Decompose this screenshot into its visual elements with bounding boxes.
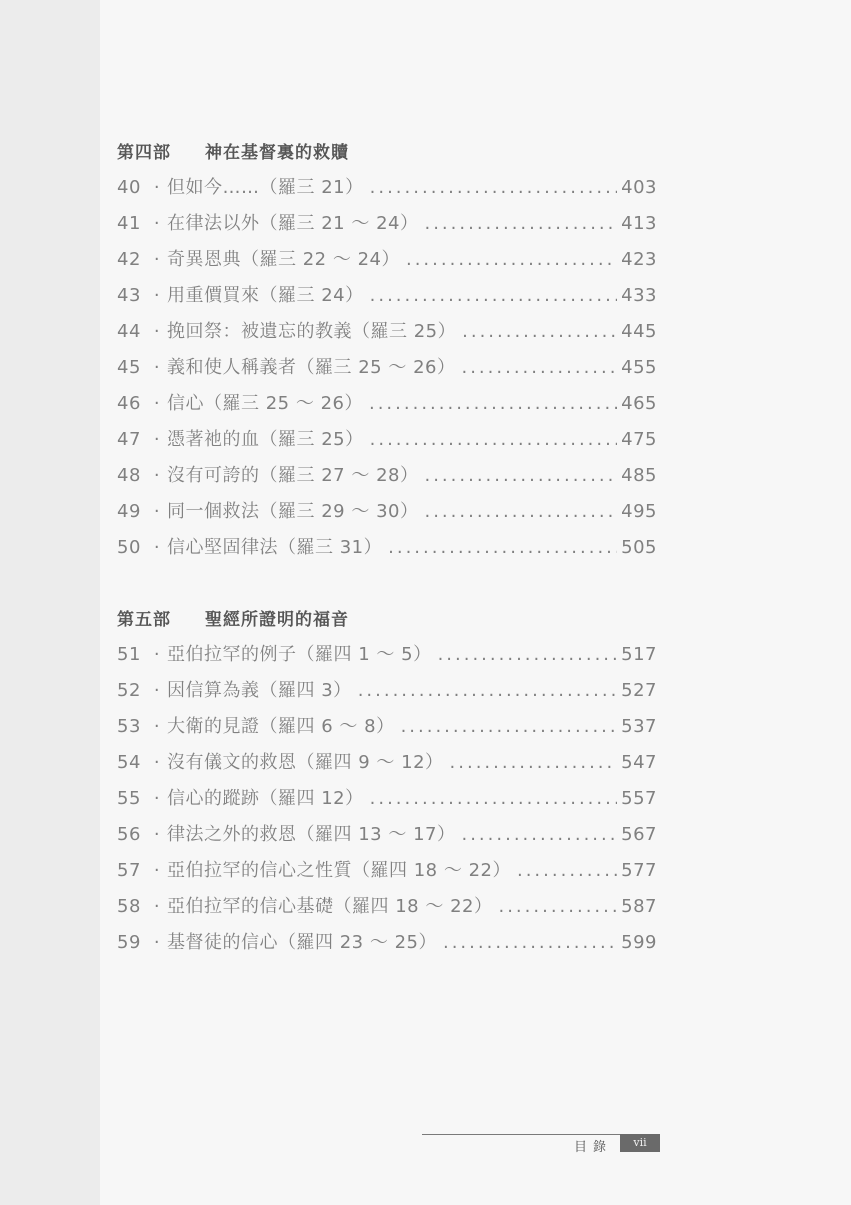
toc-entry — [117, 856, 657, 892]
part-title: 聖經所證明的福音 — [205, 609, 349, 630]
page-number: 413 — [621, 213, 657, 234]
page-number: 567 — [621, 824, 657, 845]
chapter-number: 50 — [117, 537, 141, 558]
separator-dot: · — [153, 752, 161, 773]
chapter-number: 48 — [117, 465, 141, 486]
chapter-title: 因信算為義（羅四 3） — [167, 680, 352, 701]
dot-leader — [517, 860, 617, 881]
chapter-title: 亞伯拉罕的信心之性質（羅四 18 ～ 22） — [167, 860, 511, 881]
separator-dot: · — [153, 429, 161, 450]
dot-leader — [370, 429, 618, 450]
dot-leader — [401, 716, 618, 737]
separator-dot: · — [153, 321, 161, 342]
toc-entry — [117, 245, 657, 281]
page-number: 495 — [621, 501, 657, 522]
chapter-title: 但如今……（羅三 21） — [167, 177, 364, 198]
chapter-title: 義和使人稱義者（羅三 25 ～ 26） — [167, 357, 456, 378]
toc-entry — [117, 209, 657, 245]
chapter-title: 大衛的見證（羅四 6 ～ 8） — [167, 716, 395, 737]
page-number: 577 — [621, 860, 657, 881]
separator-dot: · — [153, 896, 161, 917]
page-number: 599 — [621, 932, 657, 953]
page-number: 587 — [621, 896, 657, 917]
toc-entry — [117, 497, 657, 533]
page-number-marker: vii — [620, 1134, 660, 1152]
dot-leader — [450, 752, 618, 773]
separator-dot: · — [153, 393, 161, 414]
separator-dot: · — [153, 644, 161, 665]
separator-dot: · — [153, 285, 161, 306]
chapter-number: 54 — [117, 752, 141, 773]
chapter-title: 信心的蹤跡（羅四 12） — [167, 788, 364, 809]
footer-label: 目錄 — [573, 1140, 612, 1155]
separator-dot: · — [153, 249, 161, 270]
toc-entry — [117, 748, 657, 784]
separator-dot: · — [153, 357, 161, 378]
chapter-title: 沒有可誇的（羅三 27 ～ 28） — [167, 465, 419, 486]
chapter-title: 亞伯拉罕的例子（羅四 1 ～ 5） — [167, 644, 432, 665]
page-number: 537 — [621, 716, 657, 737]
toc-entry — [117, 173, 657, 209]
chapter-title: 信心（羅三 25 ～ 26） — [167, 393, 363, 414]
chapter-number: 53 — [117, 716, 141, 737]
dot-leader — [370, 788, 618, 809]
dot-leader — [443, 932, 617, 953]
separator-dot: · — [153, 213, 161, 234]
footer-rule — [422, 1134, 620, 1135]
toc-entry — [117, 928, 657, 964]
page-number: 475 — [621, 429, 657, 450]
chapter-number: 55 — [117, 788, 141, 809]
dot-leader — [461, 357, 617, 378]
separator-dot: · — [153, 788, 161, 809]
toc-entry — [117, 712, 657, 748]
page-number: 403 — [621, 177, 657, 198]
part-title: 神在基督裏的救贖 — [205, 142, 349, 163]
toc-part-4 — [117, 137, 657, 569]
page-number: 557 — [621, 788, 657, 809]
toc-entry — [117, 820, 657, 856]
toc-entry — [117, 461, 657, 497]
chapter-number: 57 — [117, 860, 141, 881]
page-number: 485 — [621, 465, 657, 486]
chapter-number: 52 — [117, 680, 141, 701]
chapter-title: 用重價買來（羅三 24） — [167, 285, 364, 306]
dot-leader — [462, 321, 617, 342]
chapter-number: 42 — [117, 249, 141, 270]
chapter-title: 信心堅固律法（羅三 31） — [167, 537, 383, 558]
chapter-number: 44 — [117, 321, 141, 342]
dot-leader — [369, 393, 617, 414]
dot-leader — [498, 896, 617, 917]
dot-leader — [370, 177, 618, 198]
toc-entry — [117, 281, 657, 317]
dot-leader — [388, 537, 617, 558]
chapter-number: 40 — [117, 177, 141, 198]
separator-dot: · — [153, 680, 161, 701]
toc-entry — [117, 533, 657, 569]
chapter-number: 45 — [117, 357, 141, 378]
separator-dot: · — [153, 177, 161, 198]
toc-entry — [117, 676, 657, 712]
separator-dot: · — [153, 465, 161, 486]
toc-entries — [117, 173, 657, 569]
part-heading — [117, 137, 657, 163]
chapter-title: 基督徒的信心（羅四 23 ～ 25） — [167, 932, 437, 953]
chapter-title: 奇異恩典（羅三 22 ～ 24） — [167, 249, 400, 270]
toc-entry — [117, 353, 657, 389]
chapter-title: 挽回祭：被遺忘的教義（羅三 25） — [167, 321, 457, 342]
chapter-title: 亞伯拉罕的信心基礎（羅四 18 ～ 22） — [167, 896, 493, 917]
separator-dot: · — [153, 932, 161, 953]
chapter-title: 在律法以外（羅三 21 ～ 24） — [167, 213, 419, 234]
separator-dot: · — [153, 501, 161, 522]
chapter-number: 43 — [117, 285, 141, 306]
part-label: 第四部 — [117, 142, 171, 163]
separator-dot: · — [153, 860, 161, 881]
toc-entry — [117, 640, 657, 676]
chapter-number: 56 — [117, 824, 141, 845]
dot-leader — [424, 501, 617, 522]
toc-entry — [117, 784, 657, 820]
page-number: 455 — [621, 357, 657, 378]
chapter-number: 49 — [117, 501, 141, 522]
page-number: 445 — [621, 321, 657, 342]
page-number: 505 — [621, 537, 657, 558]
page-number: 547 — [621, 752, 657, 773]
dot-leader — [461, 824, 617, 845]
chapter-title: 律法之外的救恩（羅四 13 ～ 17） — [167, 824, 456, 845]
page-number: 527 — [621, 680, 657, 701]
toc-entries — [117, 640, 657, 964]
separator-dot: · — [153, 716, 161, 737]
chapter-title: 憑著祂的血（羅三 25） — [167, 429, 364, 450]
page-number: 465 — [621, 393, 657, 414]
separator-dot: · — [153, 537, 161, 558]
page-number: 423 — [621, 249, 657, 270]
part-label: 第五部 — [117, 609, 171, 630]
toc-entry — [117, 892, 657, 928]
dot-leader — [370, 285, 618, 306]
chapter-number: 47 — [117, 429, 141, 450]
part-heading — [117, 604, 657, 630]
page-footer — [422, 1130, 660, 1154]
chapter-title: 同一個救法（羅三 29 ～ 30） — [167, 501, 419, 522]
separator-dot: · — [153, 824, 161, 845]
chapter-number: 46 — [117, 393, 141, 414]
toc-entry — [117, 425, 657, 461]
page-number: 517 — [621, 644, 657, 665]
toc-entry — [117, 317, 657, 353]
toc-part-5 — [117, 604, 657, 964]
dot-leader — [424, 213, 617, 234]
chapter-number: 59 — [117, 932, 141, 953]
chapter-number: 58 — [117, 896, 141, 917]
dot-leader — [406, 249, 617, 270]
page-number: 433 — [621, 285, 657, 306]
toc-entry — [117, 389, 657, 425]
dot-leader — [358, 680, 617, 701]
chapter-number: 51 — [117, 644, 141, 665]
chapter-title: 沒有儀文的救恩（羅四 9 ～ 12） — [167, 752, 444, 773]
dot-leader — [438, 644, 618, 665]
chapter-number: 41 — [117, 213, 141, 234]
dot-leader — [424, 465, 617, 486]
